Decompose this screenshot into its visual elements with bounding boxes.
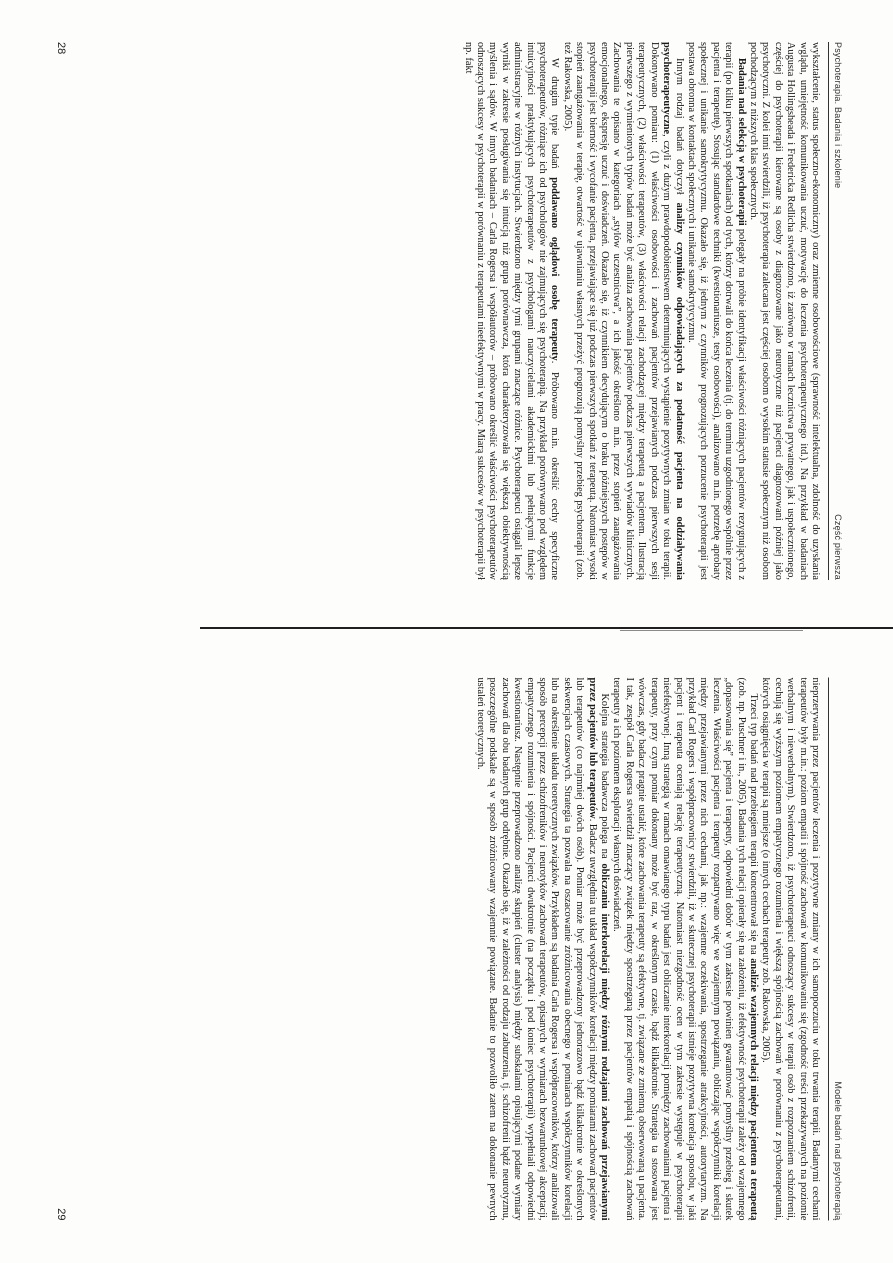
paragraph bbox=[473, 678, 609, 1221]
page-29-region bbox=[0, 635, 893, 1263]
page-28-body bbox=[81, 42, 821, 580]
page-number: 28 bbox=[54, 42, 67, 55]
page-28-region bbox=[0, 0, 893, 622]
paragraph-text: . Badacz uwzględnia tu układ współczynników korelacji między pomiarami zachowań pacjentów lub terapeutów (co najmniej dwóch osób). Pomiar może być przeprowadzony jednorazowo bądź kilkakrotnie w określonych sekwencjach czasowych. Strategia ta pozwala na oszacowanie zróżnicowania obecnego w pomiarach współczynników korelacji lub na określenie układu teoretycznych związków. Przykładem są badania Carla Rogersa i współpracowników, którzy analizowali sposób percepcji przez schizofreników i neurotyków zachowań terapeutów, opisanych w wymiarach bezwarunkowej akceptacji, empatycznego rozumienia i spójności. Pacjenci dwukrotnie (na początku i pod koniec psychoterapii) wypełniali odpowiedni kwestionariusz. Następnie przeprowadzono analizę skupień (cluster analysis) między subskalami opisującymi podane wymiary zachowań dla obu badanych grup odrębnie. Okazało się, iż w zależności od rodzaju zaburzenia, tj. schizofrenii bądź neurotyzmu, poszczególne podskale są w sposób zróżnicowany wzajemnie powiązane. Badanie to pozwoliło zatem na dokonanie pewnych ustaleń teoretycznych. bbox=[474, 677, 598, 1221]
paragraph-text: . Próbowano m.in. określić cechy specyficzne psychoterapeutów, różniące ich od psychologów nie zajmujących się psychoterapią. Na przykład porównywano pod względem intuicyjności praktykujących psychoterapeutów z psychologami nauczycielami akademickimi lub pełniącymi funkcje administracyjne w różnych instytucjach. Stwierdzono między tymi grupami znaczące różnice. Psychoterapeuci osiągali lepsze wyniki w zakresie posługiwania się intuicją niż grupa porównawcza, która charakteryzowała się większą obiektywnością myślenia i sądów. W innych badaniach – Carla Rogersa i współautorów – próbowano określić właściwości psychoterapeutów odnoszących sukcesy w psychoterapii w porównaniu z terapeutami nieefektywnymi w pracy. Miarą sukcesów w psychoterapii był np. fakt bbox=[462, 42, 560, 580]
page-29 bbox=[37, 652, 857, 1247]
bold-term: analizie wzajemnych relacji między pacjentem a terapeutą bbox=[747, 958, 759, 1221]
paragraph-text: Kolejna strategia badawcza polega na bbox=[598, 693, 610, 864]
bold-term: Badania nad selekcją w psychoterapii bbox=[735, 58, 747, 226]
bold-term: poddawano oglądowi osobę terapeuty bbox=[548, 177, 560, 361]
paragraph bbox=[560, 42, 684, 580]
running-head-book-title: Psychoterapia. Badania i szkolenie bbox=[832, 42, 843, 189]
paragraph: wykształcenie, status społeczno-ekonomiczny) oraz zmienne osobowościowe (sprawność intelektualna, zdolność do uzyskania wglądu, umiejętność komunikowania uczuć, motywację do leczenia psychoterapeutycznego itd.). Na przykład w badaniach Augusta Hollingsheada i Fredericka Redlicha stwierdzono, iż zarówno w ramach lecznictwa prywatnego, jak i uspołecznionego, częściej do psychoterapii kierowane są osoby z diagnozowane jako neurotyczne niż pacjenci diagnozowani później jako psychotyczni. Z kolei inni stwierdzili, iż psychoterapia zalecana jest częściej osobom o wysokim statusie społecznym niż osobom pochodzącym z niższych klas społecznych. bbox=[747, 42, 821, 580]
paragraph-text: (zob. np. Puschner i in., 2005). Badania tych relacji opierały się na założeniu, iż efektywność psychoterapii zależy od wzajemnego „dopasowania się” pacjenta i terapeuty, odpowiedni dobór w tym zakresie powinien gwarantować pomyślny przebieg i skutek leczenia. Właściwości pacjenta i terapeuty rozpatrywano więc we wzajemnym powiązaniu, obliczając współczynniki korelacji między przejawianymi przez nich cechami, jak np.: wzajemne oczekiwania, spostrzeganie atrakcyjności, autorytaryzm. Na przykład Carl Rogers i współpracownicy stwierdzili, iż w skutecznej psychoterapii istnieje pozytywna korelacja sposobu, w jaki pacjent i terapeuta oceniają relację terapeutyczną. Natomiast niezgodność ocen w tym zakresie występuje w psychoterapii nieefektywnej. Inną strategią w ramach omawianego typu badań jest obliczanie interkorelacji pomiędzy zachowaniami pacjenta i terapeuty, przy czym pomiar dokonany może być raz, w określonym czasie, bądź kilkakrotnie. Strategia ta stosowana jest wówczas, gdy badacz pragnie ustalić, które zachowania terapeuty są efektywne, tj. związane ze zmienną obserwowaną u pacjenta. I tak, zespół Carla Rogersa stwierdził znaczący związek między spostrzeganą przez pacjentów empatią i spójnością zachowań terapeuty a ich poziomem eksploracji własnych doświadczeń. bbox=[611, 677, 747, 1221]
bold-term: obliczaniu interkorelacji między różnymi rodzajami zachowań przejawianymi przez pacjentów lub terapeutów bbox=[586, 677, 610, 1221]
page-28 bbox=[37, 16, 857, 606]
paragraph bbox=[610, 678, 759, 1221]
running-head-chapter: Modele badań nad psychoterapią bbox=[832, 1081, 843, 1221]
page-number: 29 bbox=[54, 1208, 67, 1221]
running-head bbox=[828, 42, 843, 580]
paragraph bbox=[684, 42, 746, 580]
bold-term: analizy czynników odpowiadających za podatność pacjenta na oddziaływania psychoterapeutyczne bbox=[660, 42, 685, 580]
fold-line bbox=[200, 627, 893, 629]
running-head bbox=[828, 678, 843, 1221]
page-fold-divider bbox=[0, 622, 893, 635]
paragraph-text: Trzeci typ badań nad przebiegiem terapii koncentrował się na bbox=[747, 693, 759, 959]
paragraph-text: Innym rodzaj badań dotyczył bbox=[673, 58, 685, 203]
fold-shadow-line bbox=[620, 630, 803, 631]
paragraph: nieprzerywania przez pacjentów leczenia i pozytywne zmiany w ich samopoczuciu w toku trwania terapii. Badanymi cechami terapeutów były m.in.: poziom empatii i spójność zachowań w komunikowaniu się (zgodność treści przekazywanych na poziomie werbalnym i niewerbalnym). Stwierdzono, iż psychoterapeuci odnoszący sukcesy w terapii osób z rozpoznaniem schizofrenii, cechują się wyższym poziomem empatycznego rozumienia i większą spójnością zachowań w porównaniu z psychoterapeutami, których osiągnięcia w terapii są mniejsze (o innych cechach terapeuty zob. Rakowska, 2005). bbox=[759, 677, 821, 1221]
running-head-part: Część pierwsza bbox=[832, 514, 843, 580]
paragraph bbox=[461, 42, 560, 580]
paragraph-text: polegały na próbie identyfikacji właściwości różniących pacjentów rezygnujących z terapii (po kilku pierwszych spotkaniach) od tych, którzy dotrwali do końca leczenia (tj. do terminu uzgodnionego wspólnie przez pacjenta i terapeutę). Stosując standardowe techniki (kwestionariusze, testy osobowości), analizowano m.in. potrzebę aprobaty społecznej i unikanie samokrytycyzmu. Okazało się, iż jednym z czynników prognozujących porzucenie psychoterapii jest postawa obronna w kontaktach społecznych i unikanie samokrytycyzmu. bbox=[685, 42, 747, 580]
page-29-body bbox=[81, 678, 821, 1221]
paragraph-text: , czyli z dużym prawdopodobieństwem determinujących wystąpienie pozytywnych zmian w toku terapii. Dokonywano pomiaru: (1) właściwości osobowości i zachowań pacjentów przejawianych podczas pierwszych sesji terapeutycznych, (2) właściwości terapeutów, (3) właściwości relacji zachodzącej między terapeutą a pacjentem. Ilustracją pierwszego z wymienionych typów badań może być analiza zachowania pacjentów podczas pierwszych wywiadów klinicznych. Zachowania te opisano w kategoriach „stylów uczestnictwa”, a ich jakość określono m.in. przez stopień zaangażowania emocjonalnego, ekspresję uczuć i doświadczeń. Okazało się, iż czynnikiem decydującym o braku późniejszych postępów w psychoterapii jest bierność i wycofanie pacjenta, przejawiające się już podczas pierwszych spotkań z terapeutą. Natomiast wysoki stopień zaangażowania w terapię, otwartość w ujawnianiu własnych przeżyć prognozują pomyślny przebieg psychoterapii (zob. też Rakowska, 2005). bbox=[561, 42, 672, 580]
paragraph-text: W drugim typie badań bbox=[548, 58, 560, 178]
